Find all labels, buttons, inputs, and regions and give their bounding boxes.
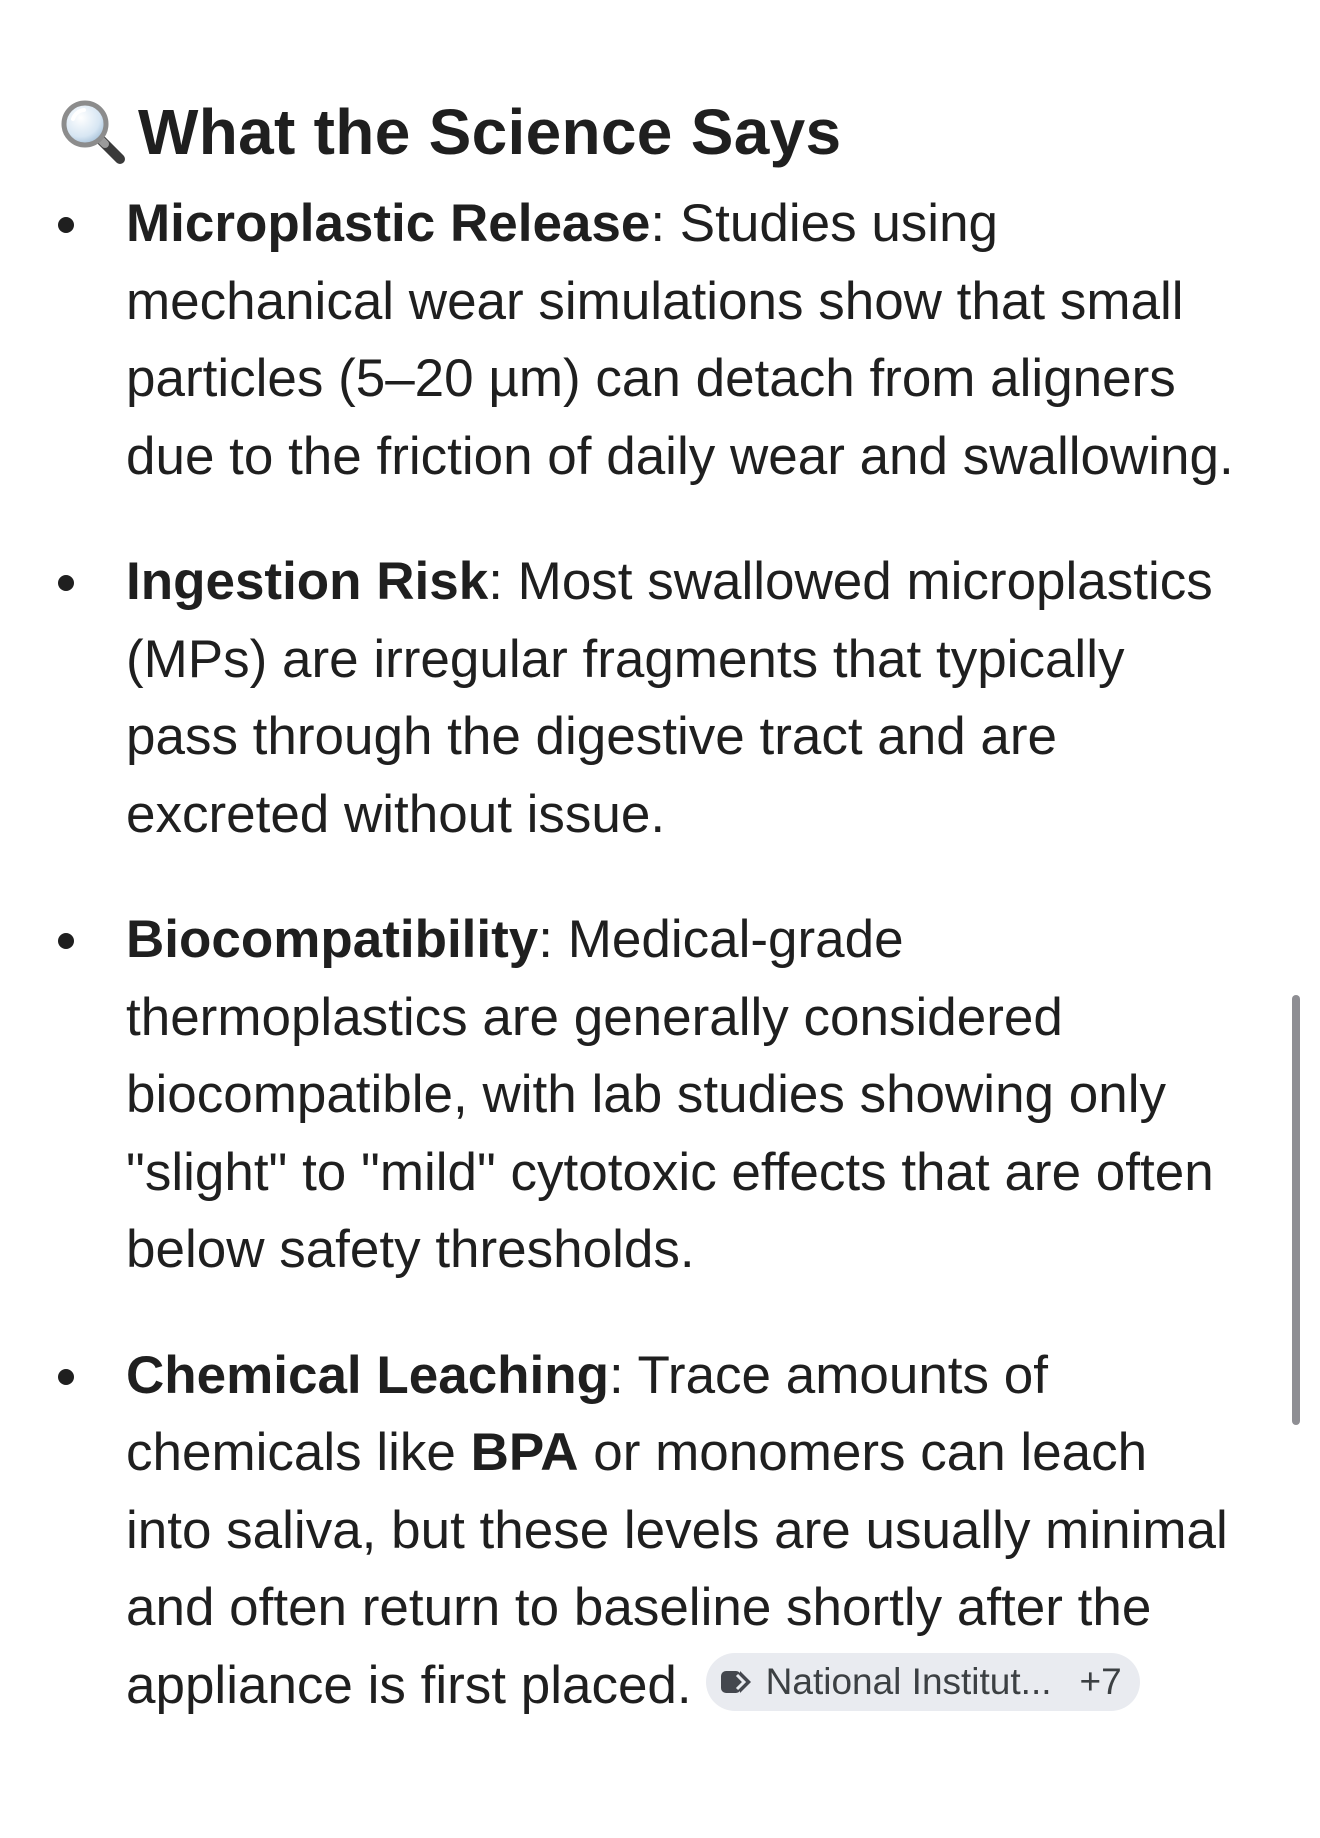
list-item: [0, 1337, 1320, 1725]
bullet-text: : Trace amounts of chemicals like: [126, 1345, 1048, 1482]
bullet-term: Chemical Leaching: [126, 1345, 610, 1405]
list-item: [0, 185, 1320, 495]
scrollbar[interactable]: [1292, 995, 1300, 1425]
list-item: [0, 901, 1320, 1289]
bullet-term: Ingestion Risk: [126, 552, 489, 611]
bullet-icon: [58, 933, 74, 949]
bullet-icon: [58, 1369, 74, 1385]
findings-list: [0, 185, 1320, 1772]
list-item: [0, 543, 1320, 853]
bullet-icon: [58, 575, 74, 591]
source-chip-count: +7: [1079, 1660, 1122, 1702]
source-chip-button[interactable]: [706, 1653, 1140, 1711]
bullet-term: Microplastic Release: [126, 194, 651, 253]
bullet-text: : Studies using mechanical wear simulations show that small particles (5–20 µm) can detach from aligners due to the friction of daily wear and swallowing.: [126, 194, 1234, 486]
source-chip-label: National Institut...: [765, 1660, 1052, 1702]
bullet-text: : Medical-grade thermoplastics are generally considered biocompatible, with lab studies showing only "slight" to "mild" cytotoxic effects that are often below safety thresholds.: [126, 910, 1214, 1279]
bullet-text: : Most swallowed microplastics (MPs) are irregular fragments that typically pass through the digestive tract and are excreted without issue.: [126, 552, 1213, 844]
bullet-bold-term: BPA: [470, 1423, 579, 1482]
section-heading: [58, 95, 841, 169]
bullet-term: Biocompatibility: [126, 910, 539, 969]
source-arrow-icon: [720, 1667, 754, 1697]
section-title: What the Science Says: [138, 96, 842, 169]
bullet-text: or monomers can leach into saliva, but these levels are usually minimal and often return to baseline shortly after the appliance is first placed.: [126, 1423, 1228, 1715]
bullet-icon: [58, 217, 74, 233]
magnifying-glass-icon: [58, 97, 128, 167]
